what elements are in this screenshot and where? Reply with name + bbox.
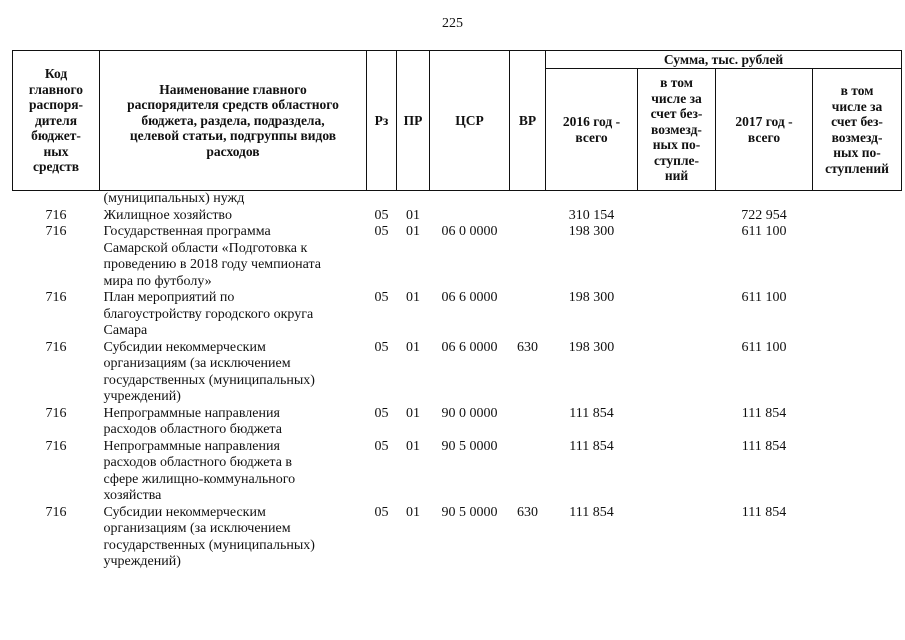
row-pr: 01 [406, 224, 420, 239]
row-vr: 630 [517, 504, 538, 520]
row-csr: 90 5 0000 [441, 438, 498, 454]
row-incl-2017 [813, 439, 902, 505]
row-total-2016: 111 854 [569, 504, 614, 520]
header-sum: Сумма, тыс. рублей [546, 51, 902, 69]
row-csr: 90 5 0000 [441, 504, 498, 520]
row-incl-2017 [813, 406, 902, 439]
row-rz: 05 [374, 504, 389, 520]
table-row [13, 439, 902, 505]
row-name: Субсидии некоммерческим организациям (за исключением государственных (муниципальных) учреждений) [103, 339, 315, 404]
table-row [13, 224, 902, 290]
row-pr: 01 [406, 405, 420, 421]
row-rz: 05 [374, 438, 389, 454]
header-pr: ПР [397, 51, 430, 191]
table-row [13, 208, 902, 225]
header-incl-2017: в том числе за счет без- возмезд- ных по- ступлений [813, 69, 902, 191]
row-incl-2016 [638, 439, 716, 505]
row-incl-2016 [638, 505, 716, 571]
row-vr [510, 224, 546, 290]
row-code: 716 [45, 339, 67, 355]
row-incl-2016 [638, 340, 716, 406]
row-code: 716 [45, 207, 67, 223]
row-vr [510, 290, 546, 340]
row-total-2016: 111 854 [569, 405, 614, 421]
continuation-text: (муниципальных) нужд [103, 191, 245, 206]
table-header [13, 51, 902, 191]
header-incl-2016: в том числе за счет без- возмезд- ных по- ступле- ний [638, 69, 716, 191]
row-total-2016: 198 300 [568, 290, 615, 305]
row-rz: 05 [374, 405, 389, 421]
row-code: 716 [45, 290, 67, 305]
row-name: Жилищное хозяйство [103, 207, 232, 223]
row-incl-2017 [813, 340, 902, 406]
row-rz: 05 [374, 290, 389, 305]
budget-table [12, 50, 902, 571]
page-number: 225 [442, 16, 463, 31]
header-code: Код главного распоря- дителя бюджет- ных средств [13, 51, 100, 191]
row-csr: 90 0 0000 [441, 405, 498, 421]
table-row [13, 406, 902, 439]
row-total-2017: 722 954 [741, 207, 787, 223]
row-incl-2017 [813, 505, 902, 571]
table-row [13, 290, 902, 340]
row-vr [510, 406, 546, 439]
table-row [13, 340, 902, 406]
row-total-2016: 198 300 [568, 224, 615, 239]
header-vr: ВР [510, 51, 546, 191]
row-total-2017: 111 854 [741, 438, 787, 454]
row-rz: 05 [374, 224, 389, 239]
row-name: План мероприятий по благоустройству городского округа Самара [103, 290, 314, 338]
row-code: 716 [45, 438, 67, 454]
row-total-2016: 310 154 [568, 207, 615, 223]
row-csr: 06 6 0000 [441, 339, 498, 355]
row-total-2017: 111 854 [741, 504, 787, 520]
row-pr: 01 [406, 207, 420, 223]
row-total-2017: 611 100 [741, 224, 787, 239]
row-pr: 01 [406, 504, 420, 520]
row-csr: 06 6 0000 [441, 290, 498, 305]
header-total-2016: 2016 год - всего [546, 69, 638, 191]
row-rz: 05 [374, 207, 389, 223]
row-incl-2016 [638, 290, 716, 340]
header-rz: Рз [367, 51, 397, 191]
row-name: Непрограммные направления расходов областного бюджета в сфере жилищно-коммунального хозяйства [103, 438, 296, 503]
row-csr: 06 0 0000 [441, 224, 498, 239]
header-total-2017: 2017 год - всего [716, 69, 813, 191]
row-code: 716 [45, 224, 67, 239]
header-name: Наименование главного распорядителя средств областного бюджета, раздела, подраздела, целевой статьи, подгруппы видов расходов [100, 51, 367, 191]
row-csr [430, 208, 510, 225]
table-row [13, 505, 902, 571]
row-total-2016: 111 854 [569, 438, 614, 454]
row-total-2017: 611 100 [741, 339, 787, 355]
row-name: Субсидии некоммерческим организациям (за исключением государственных (муниципальных) учреждений) [103, 504, 315, 569]
header-csr: ЦСР [430, 51, 510, 191]
row-total-2017: 611 100 [741, 290, 787, 305]
row-pr: 01 [406, 290, 420, 305]
row-vr [510, 208, 546, 225]
row-incl-2016 [638, 406, 716, 439]
row-total-2016: 198 300 [568, 339, 615, 355]
continuation-row [13, 191, 902, 208]
row-incl-2016 [638, 208, 716, 225]
row-vr: 630 [517, 339, 538, 355]
row-rz: 05 [374, 339, 389, 355]
row-code: 716 [45, 405, 67, 421]
row-total-2017: 111 854 [741, 405, 787, 421]
row-pr: 01 [406, 339, 420, 355]
table-body [13, 191, 902, 571]
row-incl-2017 [813, 290, 902, 340]
row-code: 716 [45, 504, 67, 520]
row-incl-2017 [813, 224, 902, 290]
row-vr [510, 439, 546, 505]
row-name: Государственная программа Самарской области «Подготовка к проведению в 2018 году чемпионата мира по футболу» [103, 224, 321, 289]
row-incl-2017 [813, 208, 902, 225]
row-incl-2016 [638, 224, 716, 290]
row-name: Непрограммные направления расходов областного бюджета [103, 405, 282, 437]
row-pr: 01 [406, 438, 420, 454]
